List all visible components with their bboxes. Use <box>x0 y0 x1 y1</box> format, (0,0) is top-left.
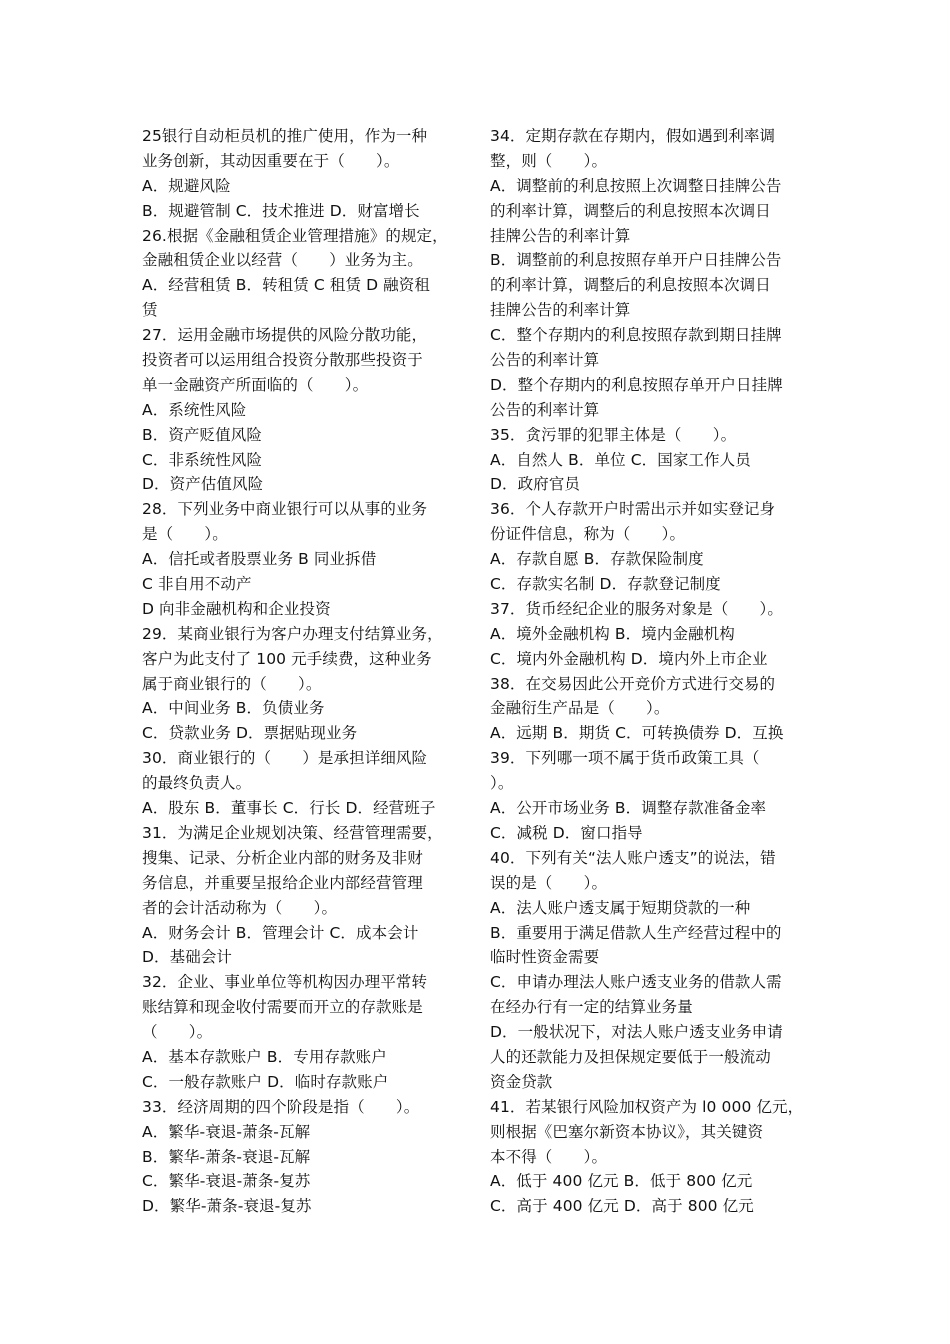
text-line: C．减税 D．窗口指导 <box>490 823 643 842</box>
text-line: B．重要用于满足借款人生产经营过程中的 <box>490 923 782 942</box>
text-line: 40．下列有关“法人账户透支”的说法，错 <box>490 848 776 867</box>
text-line: A．信托或者股票业务 B 同业拆借 <box>142 550 377 569</box>
text-line: 单一金融资产所面临的（ ）。 <box>142 375 369 394</box>
text-line: 务信息，并重要呈报给企业内部经营管理 <box>142 873 423 892</box>
text-line: B．规避管制 C．技术推进 D．财富增长 <box>142 201 420 220</box>
text-line: A．存款自愿 B．存款保险制度 <box>490 550 704 569</box>
text-line: 临时性资金需要 <box>490 948 600 967</box>
text-line: D．基础会计 <box>142 948 233 967</box>
text-line: C．申请办理法人账户透支业务的借款人需 <box>490 973 782 992</box>
text-line: A．经营租赁 B．转租赁 C 租赁 D 融资租 <box>142 276 430 295</box>
text-line: C．繁华-衰退-萧条-复苏 <box>142 1172 311 1191</box>
left-column <box>142 124 472 1219</box>
text-line: 的利率计算，调整后的利息按照本次调日 <box>490 276 771 295</box>
text-line: A．规避风险 <box>142 176 231 195</box>
text-line: 36．个人存款开户时需出示并如实登记身 <box>490 500 776 519</box>
text-line: C．一般存款账户 D．临时存款账户 <box>142 1072 389 1091</box>
text-line: 投资者可以运用组合投资分散那些投资于 <box>142 351 423 370</box>
text-line: 29．某商业银行为客户办理支付结算业务， <box>142 624 443 643</box>
text-line: A．繁华-衰退-萧条-瓦解 <box>142 1122 311 1141</box>
text-line: C．贷款业务 D．票据贴现业务 <box>142 724 358 743</box>
text-line: 25银行自动柜员机的推广使用，作为一种 <box>142 127 428 145</box>
text-line: 搜集、记录、分析企业内部的财务及非财 <box>142 848 423 867</box>
text-line: A．调整前的利息按照上次调整日挂牌公告 <box>490 176 782 195</box>
text-line: 公告的利率计算 <box>490 400 600 419</box>
text-line: 金融租赁企业以经营（ ）业务为主。 <box>142 251 423 270</box>
text-line: 31．为满足企业规划决策、经营管理需要， <box>142 823 443 842</box>
text-line: C 非自用不动产 <box>142 575 252 594</box>
text-line: （ ）。 <box>142 1023 213 1042</box>
text-line: D 向非金融机构和企业投资 <box>142 599 331 618</box>
text-line: 金融衍生产品是（ ）。 <box>490 699 670 718</box>
text-line: 者的会计活动称为（ ）。 <box>142 898 338 917</box>
text-line: 误的是（ ）。 <box>490 873 608 892</box>
text-line: A．股东 B．董事长 C．行长 D．经营班子 <box>142 799 436 818</box>
text-line: 34．定期存款在存期内，假如遇到利率调 <box>490 127 776 145</box>
text-line: 26.根据《金融租赁企业管理措施》的规定， <box>142 226 448 245</box>
text-line: 挂牌公告的利率计算 <box>490 301 631 320</box>
text-line: 27．运用金融市场提供的风险分散功能， <box>142 326 428 345</box>
text-line: 的利率计算，调整后的利息按照本次调日 <box>490 201 771 220</box>
text-line: 份证件信息，称为（ ）。 <box>490 525 686 544</box>
text-line: D．一般状况下，对法人账户透支业务申请 <box>490 1023 783 1042</box>
text-line: 赁 <box>142 301 158 320</box>
text-line: 的最终负责人。 <box>142 774 252 793</box>
text-line: A．财务会计 B．管理会计 C．成本会计 <box>142 923 419 942</box>
text-line: 41．若某银行风险加权资产为 l0 000 亿元， <box>490 1097 804 1116</box>
text-line: 整，则（ ）。 <box>490 151 608 170</box>
text-line: B．资产贬值风险 <box>142 425 262 444</box>
text-line: 资金贷款 <box>490 1072 553 1091</box>
text-line: D．资产估值风险 <box>142 475 264 494</box>
text-line: A．境外金融机构 B．境内金融机构 <box>490 624 735 643</box>
text-line: C．存款实名制 D．存款登记制度 <box>490 575 721 594</box>
text-line: D．繁华-萧条-衰退-复苏 <box>142 1197 312 1216</box>
text-line: C．高于 400 亿元 D．高于 800 亿元 <box>490 1197 754 1216</box>
text-line: A．远期 B．期货 C．可转换债券 D．互换 <box>490 724 784 743</box>
text-line: 35．贪污罪的犯罪主体是（ ）。 <box>490 425 737 444</box>
text-line: 33．经济周期的四个阶段是指（ ）。 <box>142 1097 420 1116</box>
text-line: A．法人账户透支属于短期贷款的一种 <box>490 898 751 917</box>
text-line: 是（ ）。 <box>142 525 228 544</box>
text-line: A．公开市场业务 B．调整存款准备金率 <box>490 799 767 818</box>
text-line: 在经办行有一定的结算业务量 <box>490 998 693 1017</box>
text-line: A．系统性风险 <box>142 400 247 419</box>
text-line: C．整个存期内的利息按照存款到期日挂牌 <box>490 326 782 345</box>
text-line: ）。 <box>490 774 514 793</box>
right-column <box>490 124 820 1219</box>
text-line: B．调整前的利息按照存单开户日挂牌公告 <box>490 251 782 270</box>
text-line: C．境内外金融机构 D．境内外上市企业 <box>490 649 768 668</box>
text-line: 客户为此支付了 100 元手续费，这种业务 <box>142 649 432 668</box>
text-line: A．低于 400 亿元 B．低于 800 亿元 <box>490 1172 753 1191</box>
text-line: A．基本存款账户 B．专用存款账户 <box>142 1047 387 1066</box>
text-line: 28．下列业务中商业银行可以从事的业务 <box>142 500 428 519</box>
text-line: C．非系统性风险 <box>142 450 263 469</box>
text-line: 业务创新，其动因重要在于（ ）。 <box>142 151 400 170</box>
text-line: 本不得（ ）。 <box>490 1147 608 1166</box>
text-line: 32．企业、事业单位等机构因办理平常转 <box>142 973 428 992</box>
text-line: A．中间业务 B．负债业务 <box>142 699 325 718</box>
text-line: 则根据《巴塞尔新资本协议》，其关键资 <box>490 1122 764 1141</box>
text-line: D．整个存期内的利息按照存单开户日挂牌 <box>490 375 783 394</box>
text-line: 账结算和现金收付需要而开立的存款账是 <box>142 998 423 1017</box>
text-line: 挂牌公告的利率计算 <box>490 226 631 245</box>
text-line: 公告的利率计算 <box>490 351 600 370</box>
text-line: 30．商业银行的（ ）是承担详细风险 <box>142 749 428 768</box>
text-line: 39．下列哪一项不属于货币政策工具（ <box>490 749 760 768</box>
text-line: A．自然人 B．单位 C．国家工作人员 <box>490 450 751 469</box>
text-line: 人的还款能力及担保规定要低于一般流动 <box>490 1047 771 1066</box>
text-line: 37．货币经纪企业的服务对象是（ ）。 <box>490 599 783 618</box>
text-line: 属于商业银行的（ ）。 <box>142 674 322 693</box>
text-line: D．政府官员 <box>490 475 581 494</box>
text-line: B．繁华-萧条-衰退-瓦解 <box>142 1147 311 1166</box>
text-line: 38．在交易因此公开竞价方式进行交易的 <box>490 674 776 693</box>
